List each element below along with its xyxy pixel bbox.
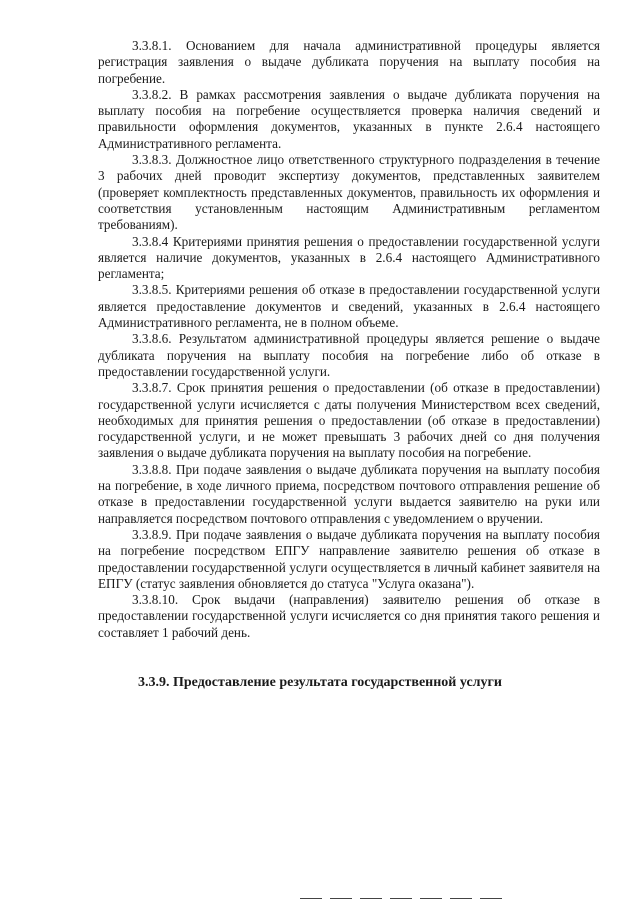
paragraph-3-3-8-3: 3.3.8.3. Должностное лицо ответственного структурного подразделения в течение 3 рабочих дней проводит экспертизу документов, представленных заявителем (проверяет комплектность представленных документов, правильность их оформления и соответствия установленным настоящим Административным регламентом требованиям). [98, 152, 600, 233]
paragraph-3-3-8-2: 3.3.8.2. В рамках рассмотрения заявления о выдаче дубликата поручения на выплату пособия на погребение осуществляется проверка наличия сведений и правильности оформления документов, указанных в пункте 2.6.4 настоящего Административного регламента. [98, 86, 600, 151]
paragraph-3-3-8-5: 3.3.8.5. Критериями решения об отказе в предоставлении государственной услуги является предоставление документов и сведений, указанных в 2.6.4 настоящего Административного регламента, не в полном объеме. [98, 282, 600, 331]
paragraph-3-3-8-7: 3.3.8.7. Срок принятия решения о предоставлении (об отказе в предоставлении) государственной услуги исчисляется с даты получения Министерством всех сведений, необходимых для принятия решения о предоставлении (об отказе в предоставлении) государственной услуги, и не может превышать 3 рабочих дней со дня получения заявления о выдаче дубликата поручения на выплату пособия на погребение. [98, 380, 600, 461]
footer-dash [390, 898, 412, 899]
footer-dash [480, 898, 502, 899]
paragraph-3-3-8-10: 3.3.8.10. Срок выдачи (направления) заявителю решения об отказе в предоставлении государственной услуги исчисляется со дня принятия такого решения и составляет 1 рабочий день. [98, 592, 600, 640]
paragraph-3-3-8-1: 3.3.8.1. Основанием для начала административной процедуры является регистрация заявления о выдаче дубликата поручения на выплату пособия на погребение. [98, 38, 600, 86]
paragraph-3-3-8-8: 3.3.8.8. При подаче заявления о выдаче дубликата поручения на выплату пособия на погребение, в ходе личного приема, посредством почтового отправления решение об отказе в предоставлении государственной услуги выдается заявителю на руки или направляется посредством почтового отправления с уведомлением о вручении. [98, 461, 600, 526]
footer-dash [420, 898, 442, 899]
section-heading-3-3-9: 3.3.9. Предоставление результата государственной услуги [138, 674, 502, 690]
footer-dash [300, 898, 322, 899]
footer-dash [360, 898, 382, 899]
footer-dash [330, 898, 352, 899]
paragraph-3-3-8-9: 3.3.8.9. При подаче заявления о выдаче дубликата поручения на выплату пособия на погребение посредством ЕПГУ направление заявителю решения об отказе в предоставлении государственной услуги осуществляется в личный кабинет заявителя на ЕПГУ (статус заявления обновляется до статуса "Услуга оказана"). [98, 526, 600, 591]
paragraph-3-3-8-6: 3.3.8.6. Результатом административной процедуры является решение о выдаче дубликата поручения на выплату пособия на погребение либо об отказе в предоставлении государственной услуги. [98, 331, 600, 379]
footer-dash [450, 898, 472, 899]
scan-footer-marks [300, 898, 502, 899]
paragraph-3-3-8-4: 3.3.8.4 Критериями принятия решения о предоставлении государственной услуги является наличие документов, указанных в 2.6.4 настоящего Административного регламента; [98, 233, 600, 282]
